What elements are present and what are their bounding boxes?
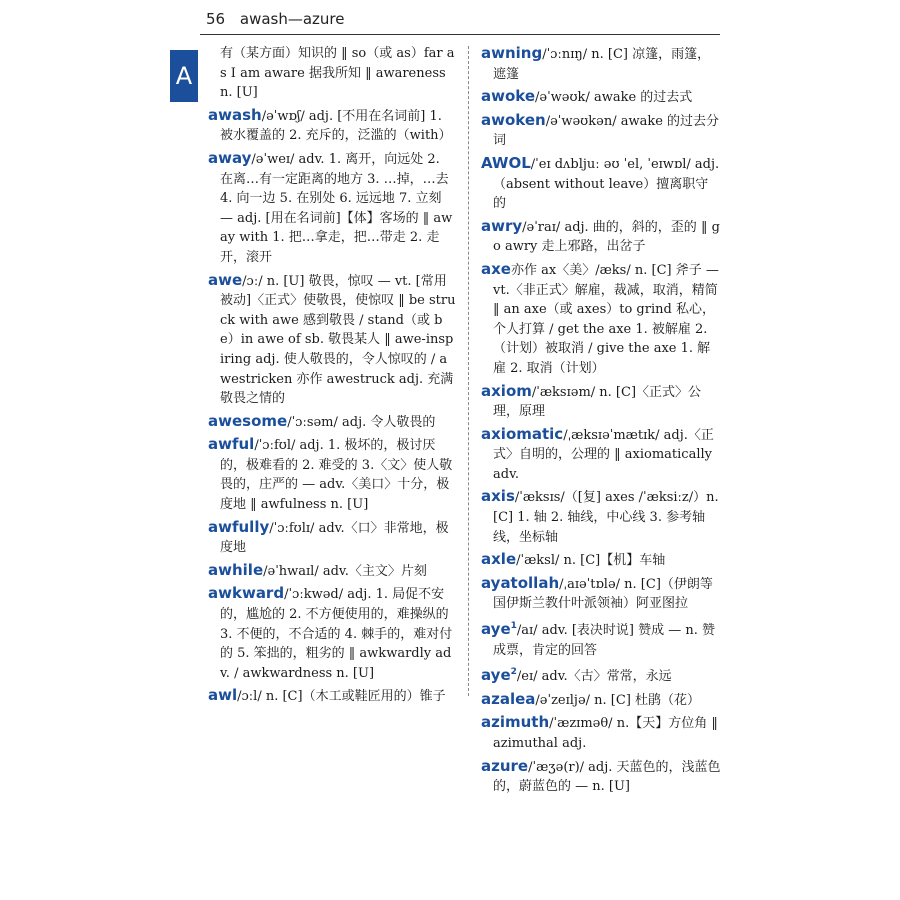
entry-definition: /ˈɔːkwəd/ adj. 1. 局促不安的，尴尬的 2. 不方便使用的，难操纵的 3. 不便的，不合适的 4. 棘手的，难对付的 5. 笨拙的，粗劣的 ‖ awkwardly adv. / awkwardness n. [U] <box>220 587 453 681</box>
headword <box>481 382 532 400</box>
headword-text: axle <box>481 550 517 569</box>
dictionary-entry <box>481 757 721 797</box>
headword <box>208 686 237 704</box>
dictionary-entry <box>481 44 721 84</box>
dictionary-entry <box>208 584 456 683</box>
entry-definition: /ɔː/ n. [U] 敬畏，惊叹 — vt. [常用被动]〈正式〉使敬畏，使惊叹 ‖ be struck with awe 感到敬畏 / stand（或 be）in awe of sb. 敬畏某人 ‖ awe-inspiring adj. 使人敬畏的，令人惊叹的 / awestricken 亦作 awestruck adj. 充满敬畏之情的 <box>220 273 456 407</box>
headword-text: awry <box>481 216 523 235</box>
continued-entry: 有（某方面）知识的 ‖ so（或 as）far as I am aware 据我所知 ‖ awareness n. [U] <box>220 46 455 101</box>
headword <box>481 757 528 775</box>
headword <box>208 561 263 579</box>
dictionary-entry <box>481 550 721 571</box>
headword-text: awhile <box>208 560 264 579</box>
entry-definition: /əˈwəʊkən/ awake 的过去分词 <box>493 113 720 149</box>
headword-text: azure <box>481 756 529 775</box>
homograph-number: 2 <box>510 667 517 678</box>
dictionary-entry <box>481 690 721 711</box>
left-entry-list <box>208 106 456 707</box>
headword-text: aye <box>481 666 511 685</box>
headword <box>208 412 287 430</box>
dictionary-entry <box>208 412 456 433</box>
dictionary-entry <box>481 713 721 753</box>
entry-definition: /ˈæksɪs/（[复] axes /ˈæksiːz/）n. [C] 1. 轴 2. 轴线，中心线 3. 参考轴线，坐标轴 <box>493 490 719 545</box>
headword-text: axis <box>481 487 515 506</box>
dictionary-entry <box>481 382 721 422</box>
dictionary-entry <box>481 111 721 151</box>
headword-text: azimuth <box>481 713 550 732</box>
headword <box>481 713 549 731</box>
dictionary-entry <box>481 425 721 485</box>
dictionary-entry <box>481 260 721 379</box>
headword-text: awning <box>481 44 543 62</box>
headword <box>481 666 517 684</box>
letter-thumb-tab: A <box>170 50 198 102</box>
headword <box>481 690 535 708</box>
entry-definition: /ˈɔːfʊlɪ/ adv.〈口〉非常地，极度地 <box>220 520 449 556</box>
headword-text: aye <box>481 620 511 639</box>
dictionary-entry <box>208 518 456 558</box>
dictionary-entry <box>481 217 721 257</box>
dictionary-entry <box>481 154 721 214</box>
dictionary-entry <box>481 574 721 614</box>
headword <box>481 154 531 172</box>
right-column <box>481 44 721 800</box>
header-rule <box>200 34 720 35</box>
entry-definition: /ˈæzɪməθ/ n.【天】方位角 ‖ azimuthal adj. <box>493 716 718 751</box>
entry-definition: /ˈɔːnɪŋ/ n. [C] 凉篷，雨篷，遮篷 <box>493 47 711 82</box>
headword-text: awe <box>208 270 243 289</box>
right-entry-list <box>481 44 721 797</box>
headword-text: awoke <box>481 87 536 106</box>
headword-text: awoken <box>481 110 546 129</box>
headword <box>208 518 269 536</box>
headword-text: away <box>208 148 252 167</box>
headword <box>481 260 511 278</box>
headword-text: axe <box>481 259 511 278</box>
headword <box>481 425 563 443</box>
headword <box>481 620 517 638</box>
guide-words: awash—azure <box>239 10 345 28</box>
headword-text: awl <box>208 686 238 705</box>
entry-definition: /ˌæksɪəˈmætɪk/ adj.〈正式〉自明的，公理的 ‖ axiomatically adv. <box>493 427 714 482</box>
entry-definition: /əˈraɪ/ adj. 曲的，斜的，歪的 ‖ go awry 走上邪路，出岔子 <box>493 219 720 255</box>
headword <box>481 574 559 592</box>
entry-definition: /ˈɔːsəm/ adj. 令人敬畏的 <box>287 414 436 430</box>
dictionary-entry <box>208 561 456 582</box>
dictionary-entry <box>481 663 721 687</box>
headword-text: ayatollah <box>481 573 560 592</box>
headword <box>481 550 516 568</box>
entry-definition: /əˈwɒʃ/ adj. [不用在名词前] 1. 被水覆盖的 2. 充斥的，泛滥的（with） <box>220 108 452 144</box>
entry-definition: /ˌaɪəˈtɒlə/ n. [C]（伊朗等国伊斯兰教什叶派领袖）阿亚图拉 <box>493 576 713 612</box>
left-column <box>208 44 456 710</box>
headword <box>208 106 262 124</box>
headword-text: AWOL <box>481 153 531 172</box>
entry-definition: /əˈweɪ/ adv. 1. 离开，向远处 2. 在离…有一定距离的地方 3. …掉，…去 4. 向一边 5. 在别处 6. 远远地 7. 立刻 — adj. [用在名词前]【体】客场的 ‖ away with 1. 把…拿走，把…带走 2. 走开，滚开 <box>220 151 453 265</box>
dictionary-entry <box>481 617 721 660</box>
entry-definition: /eɪ/ adv.〈古〉常常，永远 <box>516 669 672 685</box>
headword <box>208 271 242 289</box>
dictionary-entry <box>208 271 456 409</box>
headword-text: axiomatic <box>481 424 564 443</box>
page-number: 56 <box>206 10 226 28</box>
entry-definition: /əˈzeɪljə/ n. [C] 杜鹃（花） <box>535 692 701 708</box>
entry-definition: /aɪ/ adv. [表决时说] 赞成 — n. 赞成票，肯定的回答 <box>493 623 716 658</box>
entry-definition: /ɔːl/ n. [C]（木工或鞋匠用的）锥子 <box>237 689 446 705</box>
dictionary-entry <box>208 106 456 146</box>
headword <box>481 44 542 62</box>
entry-definition: /əˈwəʊk/ awake 的过去式 <box>535 90 693 106</box>
headword <box>481 217 522 235</box>
dictionary-entry <box>208 149 456 268</box>
headword-text: awful <box>208 435 255 454</box>
dictionary-entry <box>481 87 721 108</box>
entry-definition: /ˈeɪ dʌbljuː əʊ ˈel, ˈeɪwɒl/ adj.（absent without leave）擅离职守的 <box>493 156 720 212</box>
headword <box>208 435 254 453</box>
headword-text: axiom <box>481 381 532 400</box>
entry-definition: /ˈæʒə(r)/ adj. 天蓝色的，浅蓝色的，蔚蓝色的 — n. [U] <box>493 759 721 795</box>
running-header <box>206 10 720 34</box>
entry-definition: /ˈæksɪəm/ n. [C]〈正式〉公理，原理 <box>493 384 702 420</box>
headword-text: awkward <box>208 584 285 603</box>
headword-text: awash <box>208 105 262 124</box>
headword <box>208 584 284 602</box>
entry-definition: /əˈhwaɪl/ adv.〈主文〉片刻 <box>263 563 427 579</box>
homograph-number: 1 <box>510 621 517 632</box>
entry-definition: 亦作 ax〈美〉/æks/ n. [C] 斧子 — vt.〈非正式〉解雇，裁减，取消，精简 ‖ an axe（或 axes）to grind 私心，个人打算 / get the axe 1. 被解雇 2.（计划）被取消 / give the axe 1. 解雇 2. 取消（计划） <box>493 262 719 376</box>
headword-text: azalea <box>481 689 536 708</box>
headword-text: awfully <box>208 517 270 536</box>
dictionary-entry <box>208 435 456 514</box>
dictionary-entry <box>208 686 456 707</box>
column-divider <box>468 46 469 696</box>
entry-definition: /ˈɔːfʊl/ adj. 1. 极坏的，极讨厌的，极难看的 2. 难受的 3.〈文〉使人敬畏的，庄严的 — adv.〈美口〉十分，极度地 ‖ awfulness n. [U] <box>220 438 453 513</box>
headword <box>481 87 535 105</box>
headword <box>481 111 546 129</box>
headword <box>481 487 515 505</box>
headword <box>208 149 251 167</box>
entry-definition: /ˈæksl/ n. [C]【机】车轴 <box>516 553 666 569</box>
dictionary-entry <box>481 487 721 547</box>
headword-text: awesome <box>208 411 288 430</box>
